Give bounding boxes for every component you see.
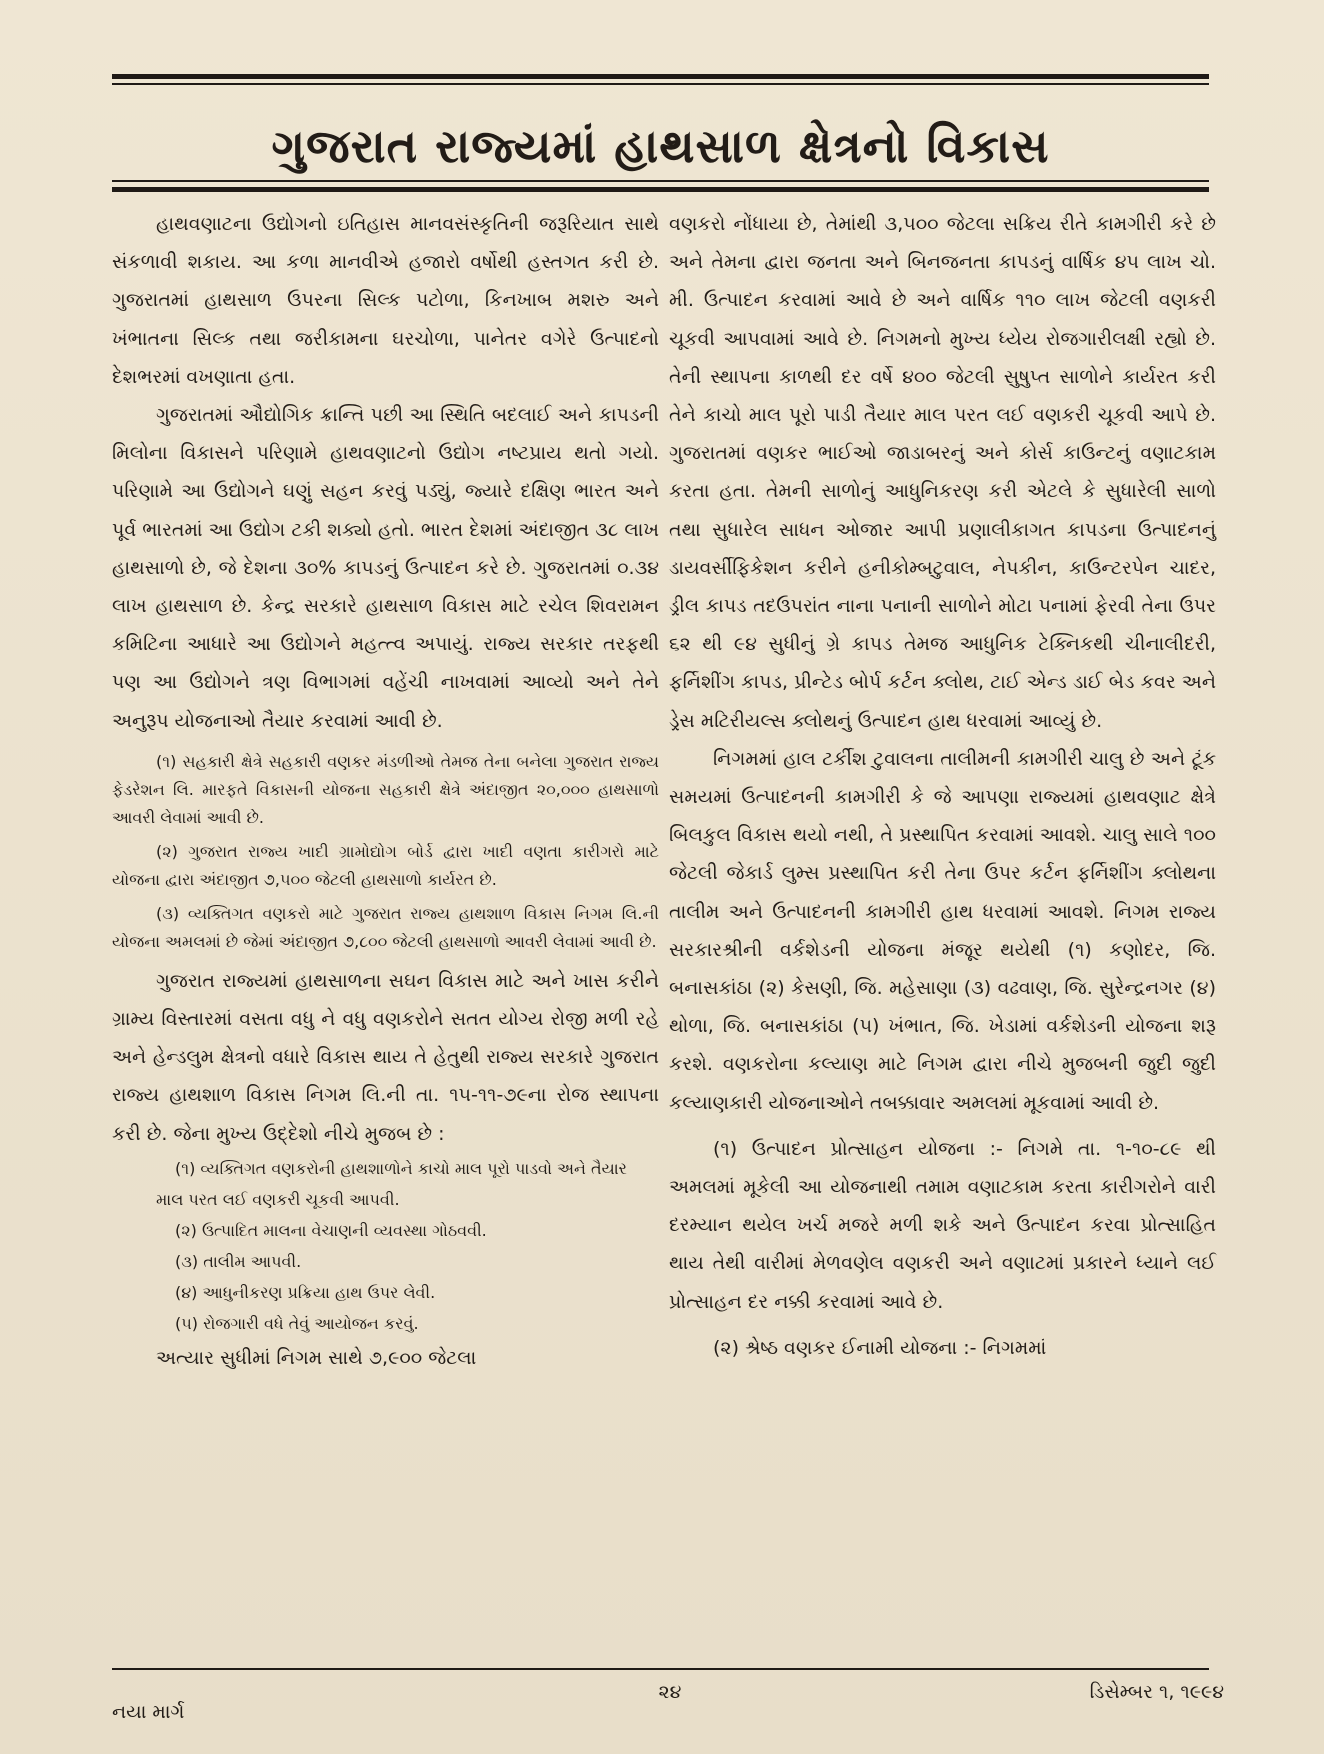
top-rule (112, 74, 1209, 79)
list-item: (૨) ગુજરાત રાજ્ય ખાદી ગ્રામોદ્યોગ બોર્ડ દ્વારા ખાદી વણતા કારીગરો માટે યોજના દ્વારા અંદાજીત ૭,૫૦૦ જેટલી હાથસાળો કાર્યરત છે. (112, 841, 659, 889)
paragraph: ગુજરાત રાજ્યમાં હાથસાળના સઘન વિકાસ માટે અને ખાસ કરીને ગ્રામ્ય વિસ્તારમાં વસતા વધુ ને વધુ વણકરોને સતત યોગ્ય રોજી મળી રહે અને હેન્ડલુમ ક્ષેત્રનો વધારે વિકાસ થાય તે હેતુથી રાજ્ય સરકારે ગુજરાત રાજ્ય હાથશાળ વિકાસ નિગમ લિ.ની તા. ૧૫-૧૧-૭૯ના રોજ સ્થાપના કરી છે. જેના મુખ્ય ઉદ્દેશો નીચે મુજબ છે : (112, 969, 659, 1145)
right-column (669, 205, 1216, 1367)
page-number: ૨૪ (658, 1681, 682, 1703)
left-column (112, 205, 659, 1377)
title-rule (112, 187, 1209, 192)
list-item: (૧) સહકારી ક્ષેત્રે સહકારી વણકર મંડળીઓ તેમજ તેના બનેલા ગુજરાત રાજ્ય ફેડરેશન લિ. મારફતે વિકાસની યોજના સહકારી ક્ષેત્રે અંદાજીત ૨૦,૦૦૦ હાથસાળો આવરી લેવામાં આવી છે. (112, 751, 659, 827)
list-item: (૨) ઉત્પાદિત માલના વેચાણની વ્યવસ્થા ગોઠવવી. (175, 1220, 487, 1240)
paragraph: અત્યાર સુધીમાં નિગમ સાથે ૭,૯૦૦ જેટલા (156, 1346, 477, 1369)
list-item: (૧) વ્યક્તિગત વણકરોની હાથશાળોને કાચો માલ પૂરો પાડવો અને તૈયાર માલ પરત લઈ વણકરી ચૂકવી આપવી. (156, 1158, 627, 1209)
paragraph: (૨) શ્રેષ્ઠ વણકર ઈનામી યોજના :- નિગમમાં (713, 1336, 1047, 1359)
magazine-name: નયા માર્ગ (112, 1701, 185, 1723)
paragraph: વણકરો નોંધાયા છે, તેમાંથી ૩,૫૦૦ જેટલા સક્રિય રીતે કામગીરી કરે છે અને તેમના દ્વારા જનતા અને બિનજનતા કાપડનું વાર્ષિક ૪૫ લાખ ચો. મી. ઉત્પાદન કરવામાં આવે છે અને વાર્ષિક ૧૧૦ લાખ જેટલી વણકરી ચૂકવી આપવામાં આવે છે. નિગમનો મુખ્ય ધ્યેય રોજગારીલક્ષી રહ્યો છે. તેની સ્થાપના કાળથી દર વર્ષે ૪૦૦ જેટલી સુષુપ્ત સાળોને કાર્યરત કરી તેને કાચો માલ પૂરો પાડી તૈયાર માલ પરત લઈ વણકરી ચૂકવી આપે છે. ગુજરાતમાં વણકર ભાઈઓ જાડાબરનું અને કોર્સ કાઉન્ટનું વણાટકામ કરતા હતા. તેમની સાળોનું આધુનિકરણ કરી એટલે કે સુધારેલી સાળો તથા સુધારેલ સાધન ઓજાર આપી પ્રણાલીકાગત કાપડના ઉત્પાદનનું ડાયવર્સીફિકેશન કરીને હનીકોમ્બટુવાલ, નેપકીન, કાઉન્ટરપેન ચાદર, ડ્રીલ કાપડ તદઉપરાંત નાના પનાની સાળોને મોટા પનામાં ફેરવી તેના ઉપર ૬૨ થી ૯૪ સુધીનું ગ્રે કાપડ તેમજ આધુનિક ટેક્નિકથી ચીનાલીદરી, ફર્નિશીંગ કાપડ, પ્રીન્ટેડ બોર્પ કર્ટન ક્લોથ, ટાઈ એન્ડ ડાઈ બેડ કવર અને ડ્રેસ મટિરીયલ્સ ક્લોથનું ઉત્પાદન હાથ ધરવામાં આવ્યું છે. (669, 213, 1216, 732)
article-title: ગુજરાત રાજ્યમાં હાથસાળ ક્ષેત્રનો વિકાસ (271, 119, 1050, 173)
paragraph: હાથવણાટના ઉદ્યોગનો ઇતિહાસ માનવસંસ્કૃતિની જરૂરિયાત સાથે સંકળાવી શકાય. આ કળા માનવીએ હજારો વર્ષોથી હસ્તગત કરી છે. ગુજરાતમાં હાથસાળ ઉપરના સિલ્ક પટોળા, કિનખાબ મશરુ અને ખંભાતના સિલ્ક તથા જરીકામના ઘરચોળા, પાનેતર વગેરે ઉત્પાદનો દેશભરમાં વખણાતા હતા. (112, 213, 659, 388)
title-rule-thin (112, 180, 1209, 182)
top-rule-thin (112, 83, 1209, 85)
list-item: (૫) રોજગારી વધે તેવું આયોજન કરવું. (175, 1313, 419, 1333)
list-item: (૩) તાલીમ આપવી. (175, 1251, 302, 1271)
paragraph: નિગમમાં હાલ ટર્કીશ ટુવાલના તાલીમની કામગીરી ચાલુ છે અને ટૂંક સમયમાં ઉત્પાદનની કામગીરી કે જે આપણા રાજ્યમાં હાથવણાટ ક્ષેત્રે બિલકુલ વિકાસ થયો નથી, તે પ્રસ્થાપિત કરવામાં આવશે. ચાલુ સાલે ૧૦૦ જેટલી જેકાર્ડ લુમ્સ પ્રસ્થાપિત કરી તેના ઉપર કર્ટન ફર્નિશીંગ ક્લોથના તાલીમ અને ઉત્પાદનની કામગીરી હાથ ધરવામાં આવશે. નિગમ રાજ્ય સરકારશ્રીની વર્કશેડની યોજના મંજૂર થયેથી (૧) કણોદર, જિ. બનાસકાંઠા (૨) કેસણી, જિ. મહેસાણા (૩) વઢવાણ, જિ. સુરેન્દ્રનગર (૪) થોળા, જિ. બનાસકાંઠા (૫) ખંભાત, જિ. ખેડામાં વર્કશેડની યોજના શરૂ કરશે. વણકરોના કલ્યાણ માટે નિગમ દ્વારા નીચે મુજબની જુદી જુદી કલ્યાણકારી યોજનાઓને તબક્કાવાર અમલમાં મૂકવામાં આવી છે. (669, 747, 1216, 1114)
list-item: (૪) આધુનીકરણ પ્રક્રિયા હાથ ઉપર લેવી. (175, 1282, 436, 1302)
issue-date: ડિસેમ્બર ૧, ૧૯૯૪ (1089, 1681, 1224, 1703)
footer-rule (112, 1668, 1209, 1670)
paragraph: ગુજરાતમાં ઔદ્યોગિક ક્રાન્તિ પછી આ સ્થિતિ બદલાઈ અને કાપડની મિલોના વિકાસને પરિણામે હાથવણાટનો ઉદ્યોગ નષ્ટપ્રાય થતો ગયો. પરિણામે આ ઉદ્યોગને ઘણું સહન કરવું પડ્યું, જ્યારે દક્ષિણ ભારત અને પૂર્વ ભારતમાં આ ઉદ્યોગ ટકી શક્યો હતો. ભારત દેશમાં અંદાજીત ૩૮ લાખ હાથસાળો છે, જે દેશના ૩૦% કાપડનું ઉત્પાદન કરે છે. ગુજરાતમાં ૦.૩૪ લાખ હાથસાળ છે. કેન્દ્ર સરકારે હાથસાળ વિકાસ માટે રચેલ શિવરામન કમિટિના આધારે આ ઉદ્યોગને મહત્ત્વ અપાયું. રાજ્ય સરકાર તરફથી પણ આ ઉદ્યોગને ત્રણ વિભાગમાં વહેંચી નાખવામાં આવ્યો અને તેને અનુરૂપ યોજનાઓ તૈયાર કરવામાં આવી છે. (112, 404, 659, 732)
list-item: (૩) વ્યક્તિગત વણકરો માટે ગુજરાત રાજ્ય હાથશાળ વિકાસ નિગમ લિ.ની યોજના અમલમાં છે જેમાં અંદાજીત ૭,૮૦૦ જેટલી હાથસાળો આવરી લેવામાં આવી છે. (112, 903, 659, 951)
objectives-list (112, 1153, 659, 1339)
paragraph: (૧) ઉત્પાદન પ્રોત્સાહન યોજના :- નિગમે તા. ૧-૧૦-૮૯ થી અમલમાં મૂકેલી આ યોજનાથી તમામ વણાટકામ કરતા કારીગરોને વારી દરમ્યાન થયેલ ખર્ચ મજરે મળી શકે અને ઉત્પાદન કરવા પ્રોત્સાહિત થાય તેથી વારીમાં મેળવણેલ વણકરી અને વણાટમાં પ્રકારને ધ્યાને લઈ પ્રોત્સાહન દર નક્કી કરવામાં આવે છે. (669, 1137, 1216, 1313)
